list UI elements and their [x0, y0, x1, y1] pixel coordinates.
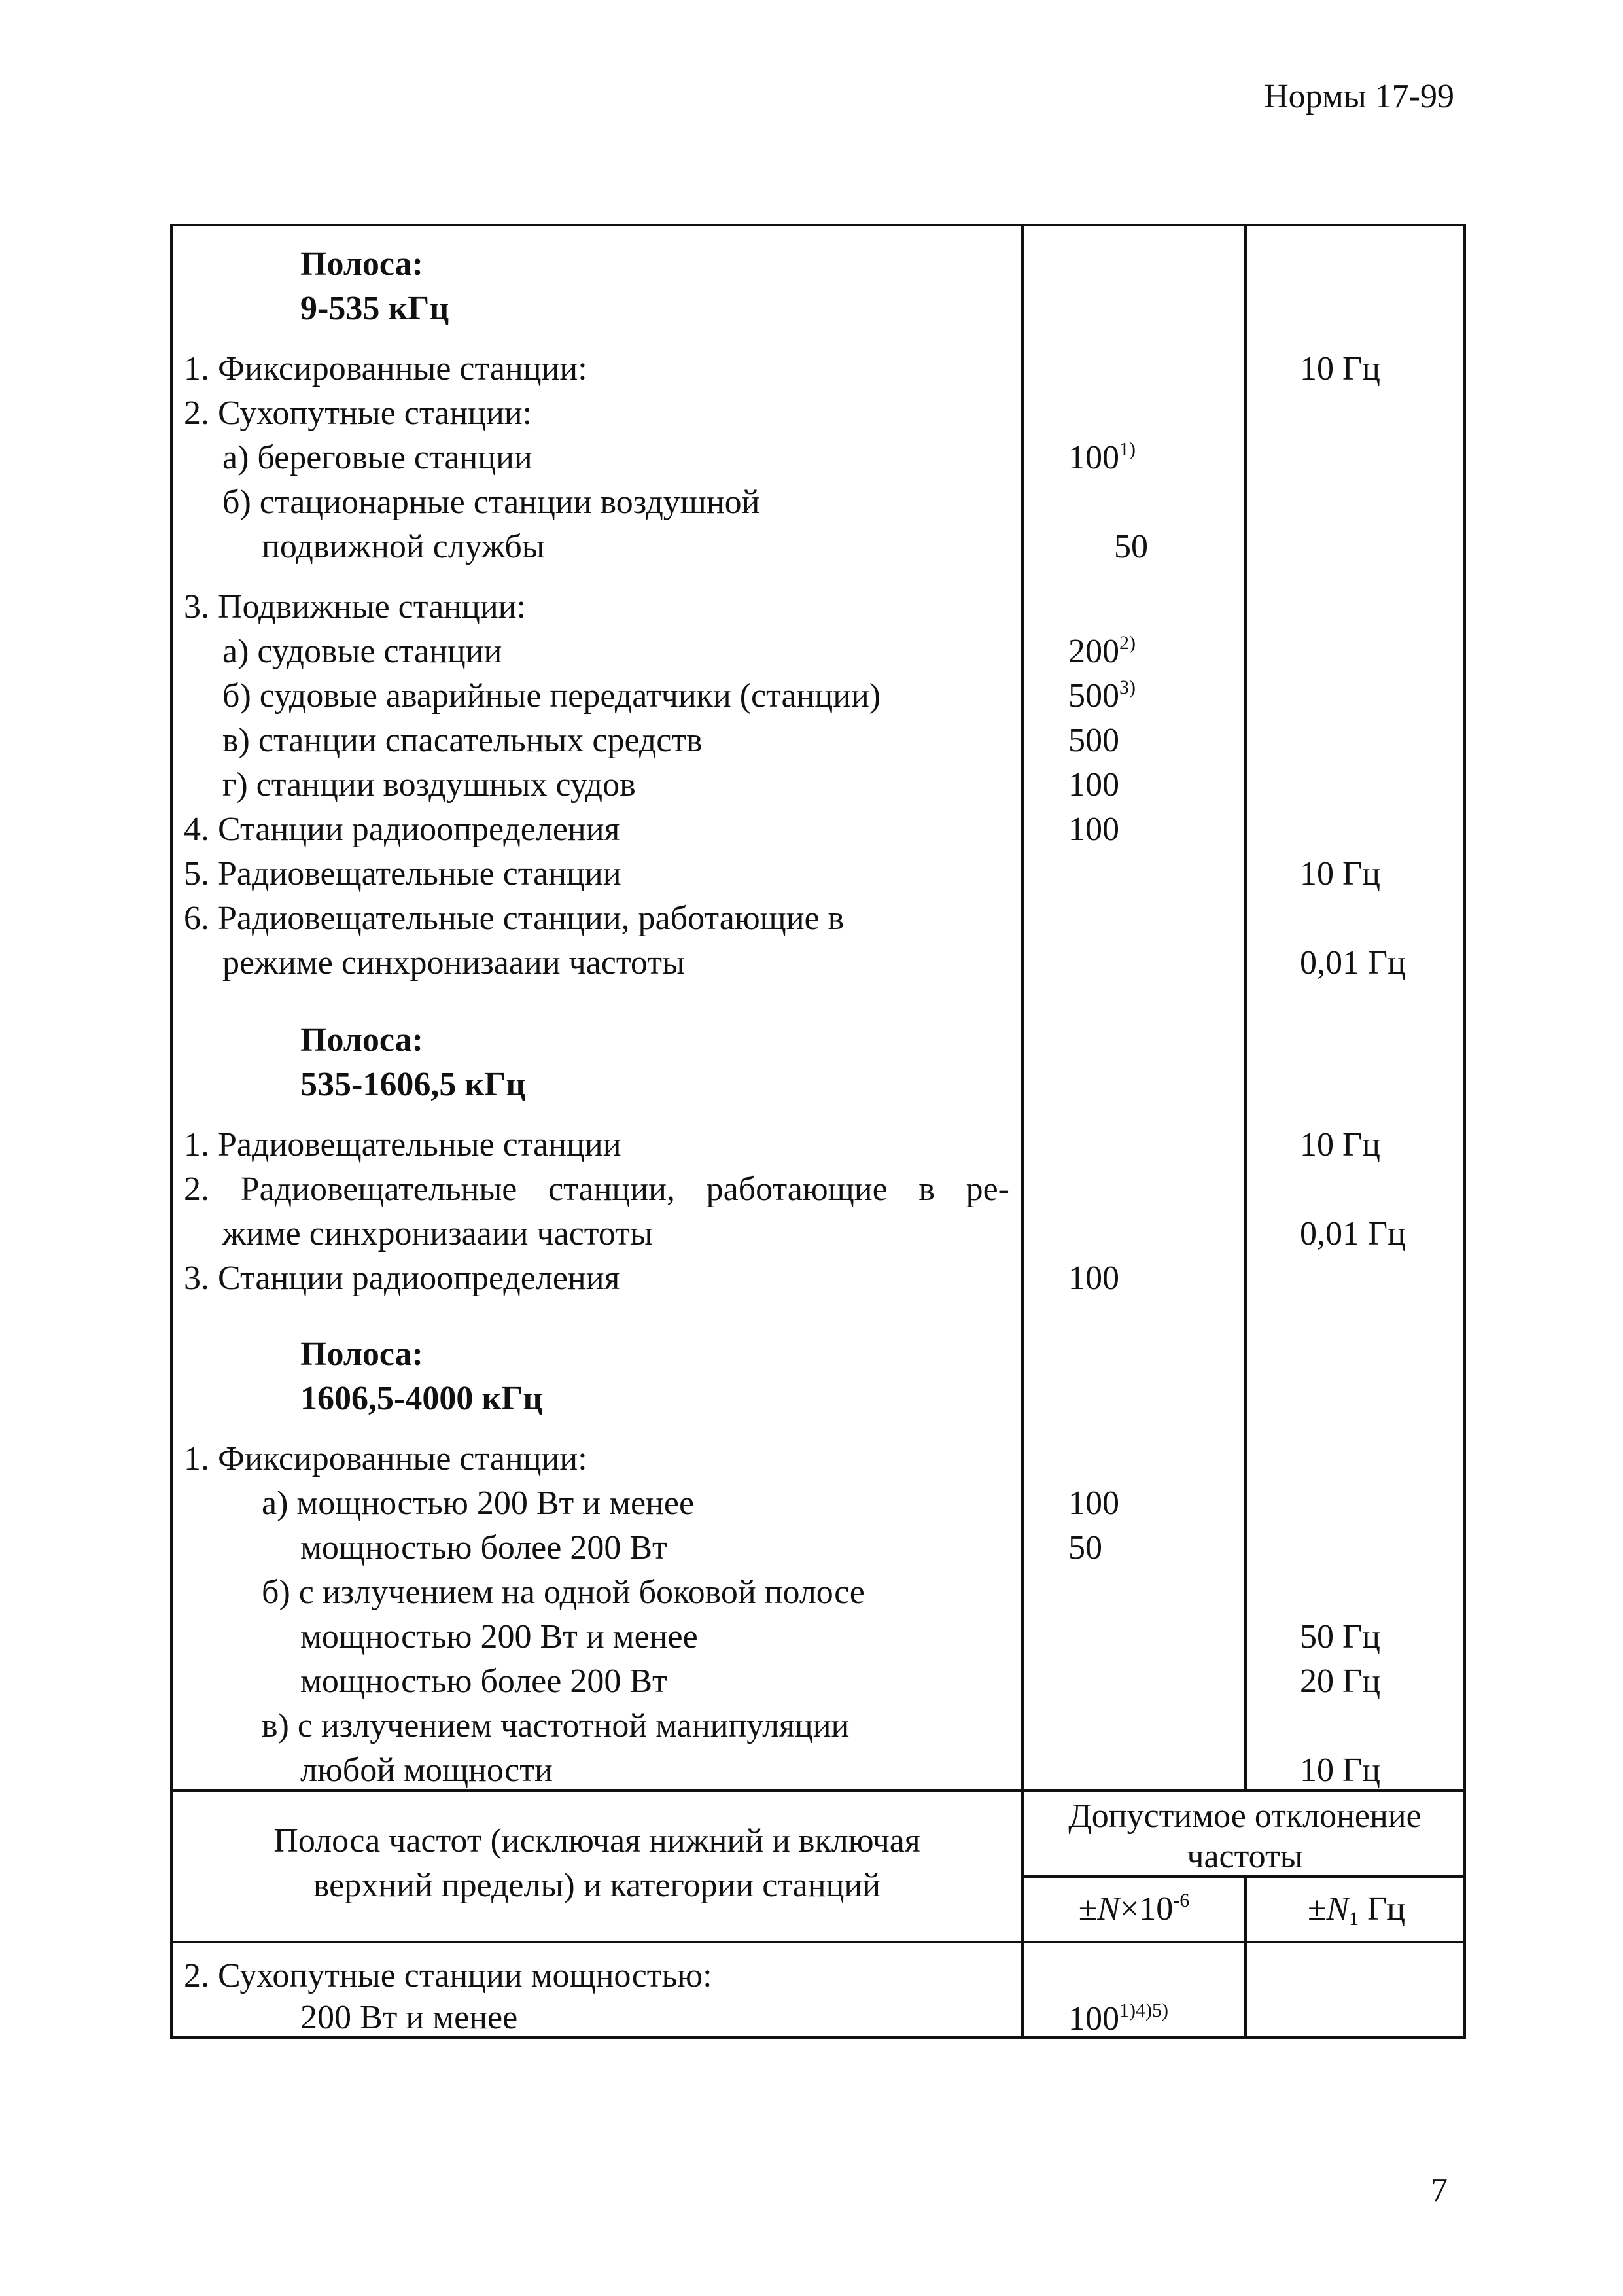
- deviation-ppm-value: 50: [1068, 1529, 1102, 1566]
- document-header: Нормы 17-99: [1264, 78, 1454, 115]
- deviation-ppm-value: 200$^{2)}$: [1068, 632, 1136, 670]
- table-rule-header-bottom: [170, 1941, 1466, 1943]
- column-header-hz: $\pm N_1$ Гц: [1307, 1890, 1406, 1930]
- deviation-ppm-value: 50: [1114, 528, 1148, 565]
- list-item: режиме синхронизааии частоты: [222, 944, 685, 981]
- list-item: 2. Сухопутные станции мощностью:: [184, 1957, 712, 1994]
- list-item: 3. Станции радиоопределения: [184, 1260, 620, 1297]
- deviation-hz-value: 10 Гц: [1300, 855, 1380, 892]
- list-item: а) судовые станции: [222, 633, 502, 670]
- deviation-ppm-value: 100: [1068, 1260, 1119, 1297]
- deviation-ppm-value: 100: [1068, 766, 1119, 804]
- column-header-band: верхний пределы) и категории станций: [313, 1867, 881, 1904]
- list-item: мощностью 200 Вт и менее: [300, 1618, 698, 1655]
- page-number: 7: [1431, 2172, 1448, 2209]
- band-range: 1606,5-4000 кГц: [300, 1380, 543, 1417]
- deviation-ppm-value: 100: [1068, 811, 1119, 848]
- deviation-ppm-value: 100$^{1)}$: [1068, 438, 1136, 476]
- list-item: 5. Радиовещательные станции: [184, 855, 621, 892]
- band-heading: Полоса:: [300, 1021, 423, 1059]
- list-item: 1. Фиксированные станции:: [184, 350, 587, 387]
- deviation-ppm-value: $100^{1)4)5)}$: [1068, 2000, 1168, 2038]
- footnote-marker: 3): [1119, 677, 1136, 698]
- list-item: в) с излучением частотной манипуляции: [262, 1707, 850, 1744]
- column-header-deviation: Допустимое отклонение: [1068, 1797, 1422, 1835]
- list-item: г) станции воздушных судов: [222, 766, 636, 804]
- deviation-hz-value: 0,01 Гц: [1300, 1215, 1406, 1252]
- column-header-deviation: частоты: [1187, 1838, 1303, 1875]
- column-header-ppm: $\pm N\times 10^{-6}$: [1078, 1890, 1190, 1928]
- deviation-ppm-value: 500: [1068, 722, 1119, 759]
- list-item: любой мощности: [300, 1752, 553, 1789]
- list-item: б) с излучением на одной боковой полосе: [262, 1574, 865, 1611]
- list-item: 1. Радиовещательные станции: [184, 1126, 621, 1163]
- list-item: 6. Радиовещательные станции, работающие в: [184, 900, 845, 937]
- list-item: в) станции спасательных средств: [222, 722, 703, 759]
- list-item: 2. Сухопутные станции:: [184, 395, 532, 432]
- deviation-hz-value: 10 Гц: [1300, 1752, 1380, 1789]
- list-item: 1. Фиксированные станции:: [184, 1440, 587, 1477]
- list-item: 200 Вт и менее: [300, 1999, 518, 2036]
- list-item: 3. Подвижные станции:: [184, 588, 526, 626]
- column-divider-1: [1021, 224, 1024, 2039]
- deviation-ppm-value: 500$^{3)}$: [1068, 677, 1136, 715]
- list-item: подвижной службы: [262, 528, 545, 565]
- footnote-marker: 1): [1119, 438, 1136, 460]
- band-range: 535-1606,5 кГц: [300, 1066, 526, 1103]
- band-heading: Полоса:: [300, 245, 423, 283]
- list-item: а) мощностью 200 Вт и менее: [262, 1485, 695, 1522]
- deviation-ppm-value: 100: [1068, 1485, 1119, 1522]
- deviation-hz-value: 10 Гц: [1300, 1126, 1380, 1163]
- list-item: б) стационарные станции воздушной: [222, 484, 760, 521]
- list-item: б) судовые аварийные передатчики (станции): [222, 677, 881, 715]
- band-range: 9-535 кГц: [300, 290, 449, 327]
- list-item: 4. Станции радиоопределения: [184, 811, 620, 848]
- deviation-hz-value: 10 Гц: [1300, 350, 1380, 387]
- list-item: а) береговые станции: [222, 439, 532, 476]
- list-item: 2. Радиовещательные станции, работающие в ре-: [184, 1171, 1009, 1208]
- column-divider-2-upper: [1244, 224, 1247, 1792]
- band-heading: Полоса:: [300, 1335, 423, 1373]
- list-item: жиме синхронизааии частоты: [222, 1215, 653, 1252]
- deviation-hz-value: 20 Гц: [1300, 1663, 1380, 1700]
- deviation-hz-value: 50 Гц: [1300, 1618, 1380, 1655]
- footnote-marker: 2): [1119, 632, 1136, 654]
- list-item: мощностью более 200 Вт: [300, 1529, 667, 1566]
- footnote-marker: 1)4)5): [1119, 2000, 1168, 2021]
- list-item: мощностью более 200 Вт: [300, 1663, 667, 1700]
- column-header-band: Полоса частот (исключая нижний и включая: [273, 1822, 920, 1860]
- deviation-hz-value: 0,01 Гц: [1300, 944, 1406, 981]
